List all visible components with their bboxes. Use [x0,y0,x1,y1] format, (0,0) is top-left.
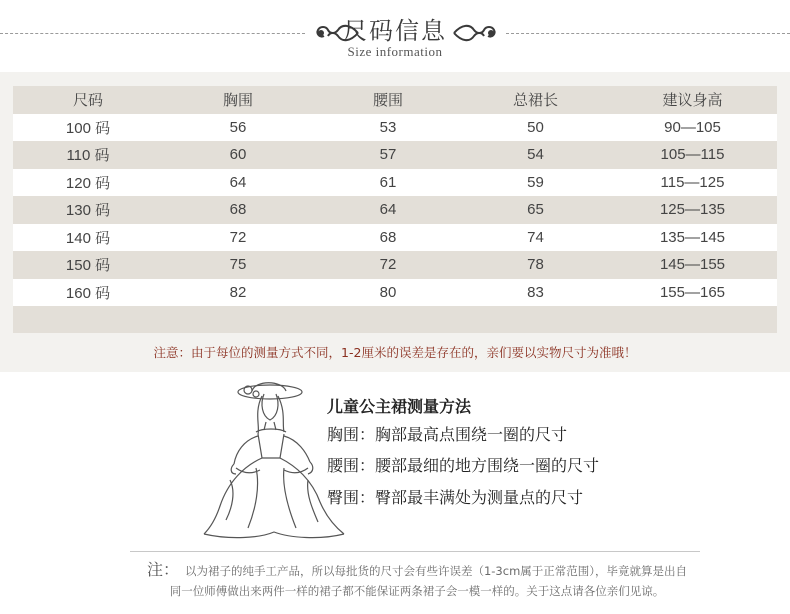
table-cell: 83 [463,279,608,307]
table-cell: 74 [463,224,608,252]
column-header-length: 总裙长 [463,86,608,114]
footnote-lead: 注： [146,560,179,579]
table-cell: 150 码 [13,251,163,279]
table-cell: 105—115 [608,141,777,169]
footnote-line-1 [132,560,702,581]
header [0,0,790,72]
table-cell: 57 [313,141,463,169]
table-cell: 56 [163,114,313,142]
table-cell: 53 [313,114,463,142]
table-cell: 72 [313,251,463,279]
column-header-waist: 腰围 [313,86,463,114]
table-cell: 135—145 [608,224,777,252]
table-row [13,224,777,252]
table-cell: 65 [463,196,608,224]
table-cell: 125—135 [608,196,777,224]
table-row [13,114,777,142]
table-cell: 54 [463,141,608,169]
table-cell: 80 [313,279,463,307]
table-cell: 145—155 [608,251,777,279]
table-cell: 160 码 [13,279,163,307]
table-row [13,141,777,169]
size-table [13,86,777,333]
table-cell: 61 [313,169,463,197]
footnote-divider [130,551,700,552]
column-header-chest: 胸围 [163,86,313,114]
table-cell: 50 [463,114,608,142]
table-row [13,169,777,197]
table-cell: 68 [313,224,463,252]
hip-measurement-text: 臀围：臀部最丰满处为测量点的尺寸 [327,488,584,507]
page-subtitle: Size information [347,44,443,59]
measurement-method-title: 儿童公主裙测量方法 [327,397,472,416]
page-title: 尺码信息 [343,17,447,45]
table-cell: 110 码 [13,141,163,169]
column-header-height: 建议身高 [608,86,777,114]
table-blank-cell [13,306,777,333]
table-cell: 90—105 [608,114,777,142]
table-cell: 120 码 [13,169,163,197]
table-cell: 82 [163,279,313,307]
table-header-row [13,86,777,114]
footnote-text-1: 以为裙子的纯手工产品，所以每批货的尺寸会有些许误差（1-3cm属于正常范围），毕竟就算是出自 [184,564,688,578]
table-row [13,251,777,279]
table-cell: 140 码 [13,224,163,252]
chest-measurement-text: 胸围：胸部最高点围绕一圈的尺寸 [327,425,568,444]
table-cell: 64 [163,169,313,197]
table-cell: 100 码 [13,114,163,142]
table-cell: 155—165 [608,279,777,307]
table-cell: 59 [463,169,608,197]
footnote-text-2: 同一位师傅做出来两件一样的裙子都不能保证两条裙子会一模一样的。关于这点请各位亲们见谅。 [169,584,665,598]
table-cell: 72 [163,224,313,252]
table-cell: 60 [163,141,313,169]
table-cell: 75 [163,251,313,279]
measurement-notice: 注意：由于每位的测量方式不同，1-2厘米的误差是存在的，亲们要以实物尺寸为准哦！ [153,345,637,360]
table-cell: 68 [163,196,313,224]
column-header-size: 尺码 [13,86,163,114]
table-cell: 64 [313,196,463,224]
footnote [132,560,702,601]
table-cell: 78 [463,251,608,279]
table-cell: 115—125 [608,169,777,197]
table-row [13,279,777,307]
table-cell: 130 码 [13,196,163,224]
waist-measurement-text: 腰围：腰部最细的地方围绕一圈的尺寸 [327,456,600,475]
table-row [13,196,777,224]
table-blank-row [13,306,777,333]
